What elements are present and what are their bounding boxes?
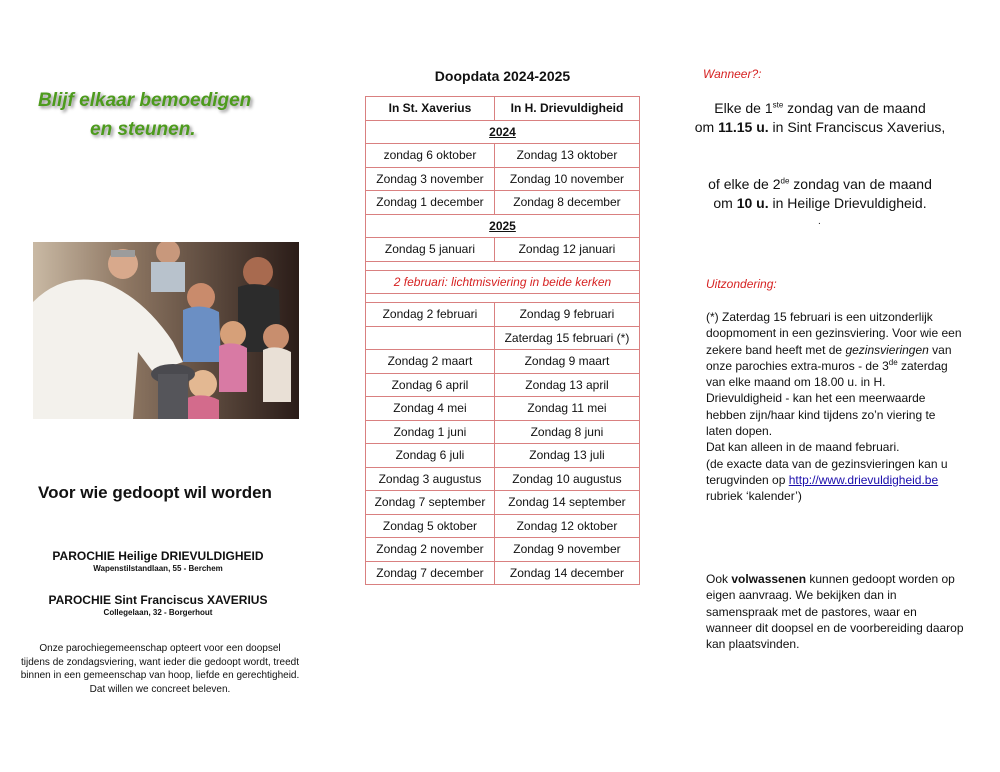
table-cell: Zondag 10 november (494, 167, 639, 191)
table-row (366, 538, 640, 562)
table-cell: Zondag 8 december (494, 191, 639, 215)
table-cell: Zondag 11 mei (494, 397, 639, 421)
table-row (366, 350, 640, 374)
table-cell: Zondag 2 februari (366, 303, 495, 327)
spacer-cell (366, 261, 640, 270)
exception-paragraph (706, 456, 964, 505)
slogan (38, 86, 298, 144)
exception-paragraph: Dat kan alleen in de maand februari. (706, 440, 900, 455)
when-text: of elke de 2 (708, 176, 781, 192)
when-line (680, 194, 960, 213)
when-line (680, 99, 960, 118)
slogan-line-2: en steunen. (90, 119, 196, 140)
exception-text-part: (de exacte data van de gezinsvieringen kan u terugvinden op (706, 456, 948, 487)
table-cell: Zondag 13 april (494, 373, 639, 397)
intro-text (14, 642, 306, 696)
stray-dot: . (818, 216, 821, 227)
when-text: in Sint Franciscus Xaverius, (768, 119, 946, 135)
when-label: Wanneer?: (703, 67, 762, 81)
table-cell: Zondag 3 november (366, 167, 495, 191)
when-text: om (713, 195, 737, 211)
exception-text-part: zaterdag van elke maand om 18.00 u. in H. Drievuldigheid - kan het een meerwaarde hebben zijn/haar kind tijdens zo’n viering te laten dopen. (706, 358, 948, 439)
table-cell: Zondag 5 januari (366, 238, 495, 262)
parish-address: Collegelaan, 32 - Borgerhout (103, 608, 213, 617)
when-text: in Heilige Drievuldigheid. (768, 195, 927, 211)
spacer-cell (366, 294, 640, 303)
exception-paragraph (706, 309, 964, 439)
parish-name: PAROCHIE Sint Franciscus XAVERIUS (48, 593, 268, 607)
year-label: 2025 (366, 214, 640, 238)
table-cell: Zondag 1 juni (366, 420, 495, 444)
adult-baptism-text (706, 571, 966, 652)
table-row (366, 514, 640, 538)
table-cell (366, 326, 495, 350)
parish-name: PAROCHIE Heilige DRIEVULDIGHEID (52, 549, 264, 563)
table-cell: Zondag 14 december (494, 561, 639, 585)
table-row (366, 191, 640, 215)
exception-text-part: (*) Zaterdag 15 februari is een uitzonderlijk doopmoment in een gezinsviering. Voor wie een zekere band heeft met de (706, 310, 962, 357)
website-link[interactable]: http://www.drievuldigheid.be (788, 472, 939, 487)
exception-text (706, 309, 964, 505)
year-label: 2024 (366, 120, 640, 144)
table-title: Doopdata 2024-2025 (434, 68, 571, 84)
when-time: 11.15 u. (718, 119, 769, 135)
when-text: zondag van de maand (783, 100, 926, 116)
lichtmis-note: 2 februari: lichtmisviering in beide kerken (366, 270, 640, 294)
table-row (366, 144, 640, 168)
adult-text-part: kunnen gedoopt worden op eigen aanvraag. We bekijken dan in samenspraak met de pastores, waar en wanneer dit doopsel en de voorbereiding daarop kan plaatsvinden. (706, 572, 964, 652)
column-header: In H. Drievuldigheid (494, 97, 639, 121)
year-row (366, 214, 640, 238)
when-line (680, 118, 960, 137)
ordinal-suffix: ste (772, 100, 784, 110)
exception-label: Uitzondering: (706, 277, 777, 291)
column-header: In St. Xaverius (366, 97, 495, 121)
table-cell: Zondag 7 september (366, 491, 495, 515)
table-row (366, 444, 640, 468)
adult-bold: volwassenen (731, 572, 807, 586)
adult-text-part: Ook (706, 572, 732, 586)
when-time: 10 u. (736, 195, 769, 211)
intro-line: binnen in een gemeenschap van hoop, liefde en gerechtigheid. (20, 670, 300, 681)
when-drievuldigheid (680, 175, 960, 213)
note-row (366, 270, 640, 294)
baptism-dates-table (365, 96, 640, 585)
when-text: Elke de 1 (714, 100, 773, 116)
table-cell: Zondag 9 februari (494, 303, 639, 327)
exception-italic: gezinsvieringen (845, 342, 929, 357)
table-cell: zondag 6 oktober (366, 144, 495, 168)
intro-line: Onze parochiegemeenschap opteert voor een doopsel (39, 643, 281, 654)
table-cell: Zondag 13 juli (494, 444, 639, 468)
parish-address: Wapenstilstandlaan, 55 - Berchem (93, 564, 223, 573)
table-cell: Zondag 9 maart (494, 350, 639, 374)
table-cell: Zondag 14 september (494, 491, 639, 515)
table-row (366, 167, 640, 191)
intro-line: Dat willen we concreet beleven. (89, 683, 231, 695)
slogan-line-1: Blijf elkaar bemoedigen (38, 90, 252, 111)
table-cell: Zondag 6 juli (366, 444, 495, 468)
table-cell: Zondag 7 december (366, 561, 495, 585)
spacer-row (366, 261, 640, 270)
table-cell: Zondag 9 november (494, 538, 639, 562)
spacer-row (366, 294, 640, 303)
table-row (366, 326, 640, 350)
section-heading: Voor wie gedoopt wil worden (38, 483, 272, 502)
when-line (680, 175, 960, 194)
intro-line: tijdens de zondagsviering, want ieder die gedoopt wordt, treedt (21, 656, 299, 668)
ordinal-suffix: de (780, 176, 790, 186)
parish-drievuldigheid (0, 549, 316, 573)
when-text: zondag van de maand (789, 176, 932, 192)
table-row (366, 397, 640, 421)
table-cell: Zondag 10 augustus (494, 467, 639, 491)
table-cell: Zaterdag 15 februari (*) (494, 326, 639, 350)
table-cell: Zondag 6 april (366, 373, 495, 397)
table-cell: Zondag 2 maart (366, 350, 495, 374)
table-row (366, 373, 640, 397)
baptism-photo (33, 242, 299, 419)
when-xaverius (680, 99, 960, 137)
exception-text-part: rubriek ‘kalender’) (706, 489, 802, 504)
table-row (366, 491, 640, 515)
table-cell: Zondag 3 augustus (366, 467, 495, 491)
table-cell: Zondag 4 mei (366, 397, 495, 421)
year-row (366, 120, 640, 144)
parish-xaverius (0, 593, 316, 617)
ordinal-suffix: de (888, 357, 898, 367)
table-cell: Zondag 1 december (366, 191, 495, 215)
table-cell: Zondag 2 november (366, 538, 495, 562)
table-header-row (366, 97, 640, 121)
table-cell: Zondag 12 oktober (494, 514, 639, 538)
when-text: om (694, 119, 719, 135)
table-cell: Zondag 13 oktober (494, 144, 639, 168)
table-cell: Zondag 5 oktober (366, 514, 495, 538)
exception-text-part: van onze parochies extra-muros - de 3 (706, 342, 952, 373)
table-row (366, 303, 640, 327)
table-row (366, 238, 640, 262)
table-cell: Zondag 12 januari (494, 238, 639, 262)
table-cell: Zondag 8 juni (494, 420, 639, 444)
table-row (366, 467, 640, 491)
table-row (366, 561, 640, 585)
table-row (366, 420, 640, 444)
